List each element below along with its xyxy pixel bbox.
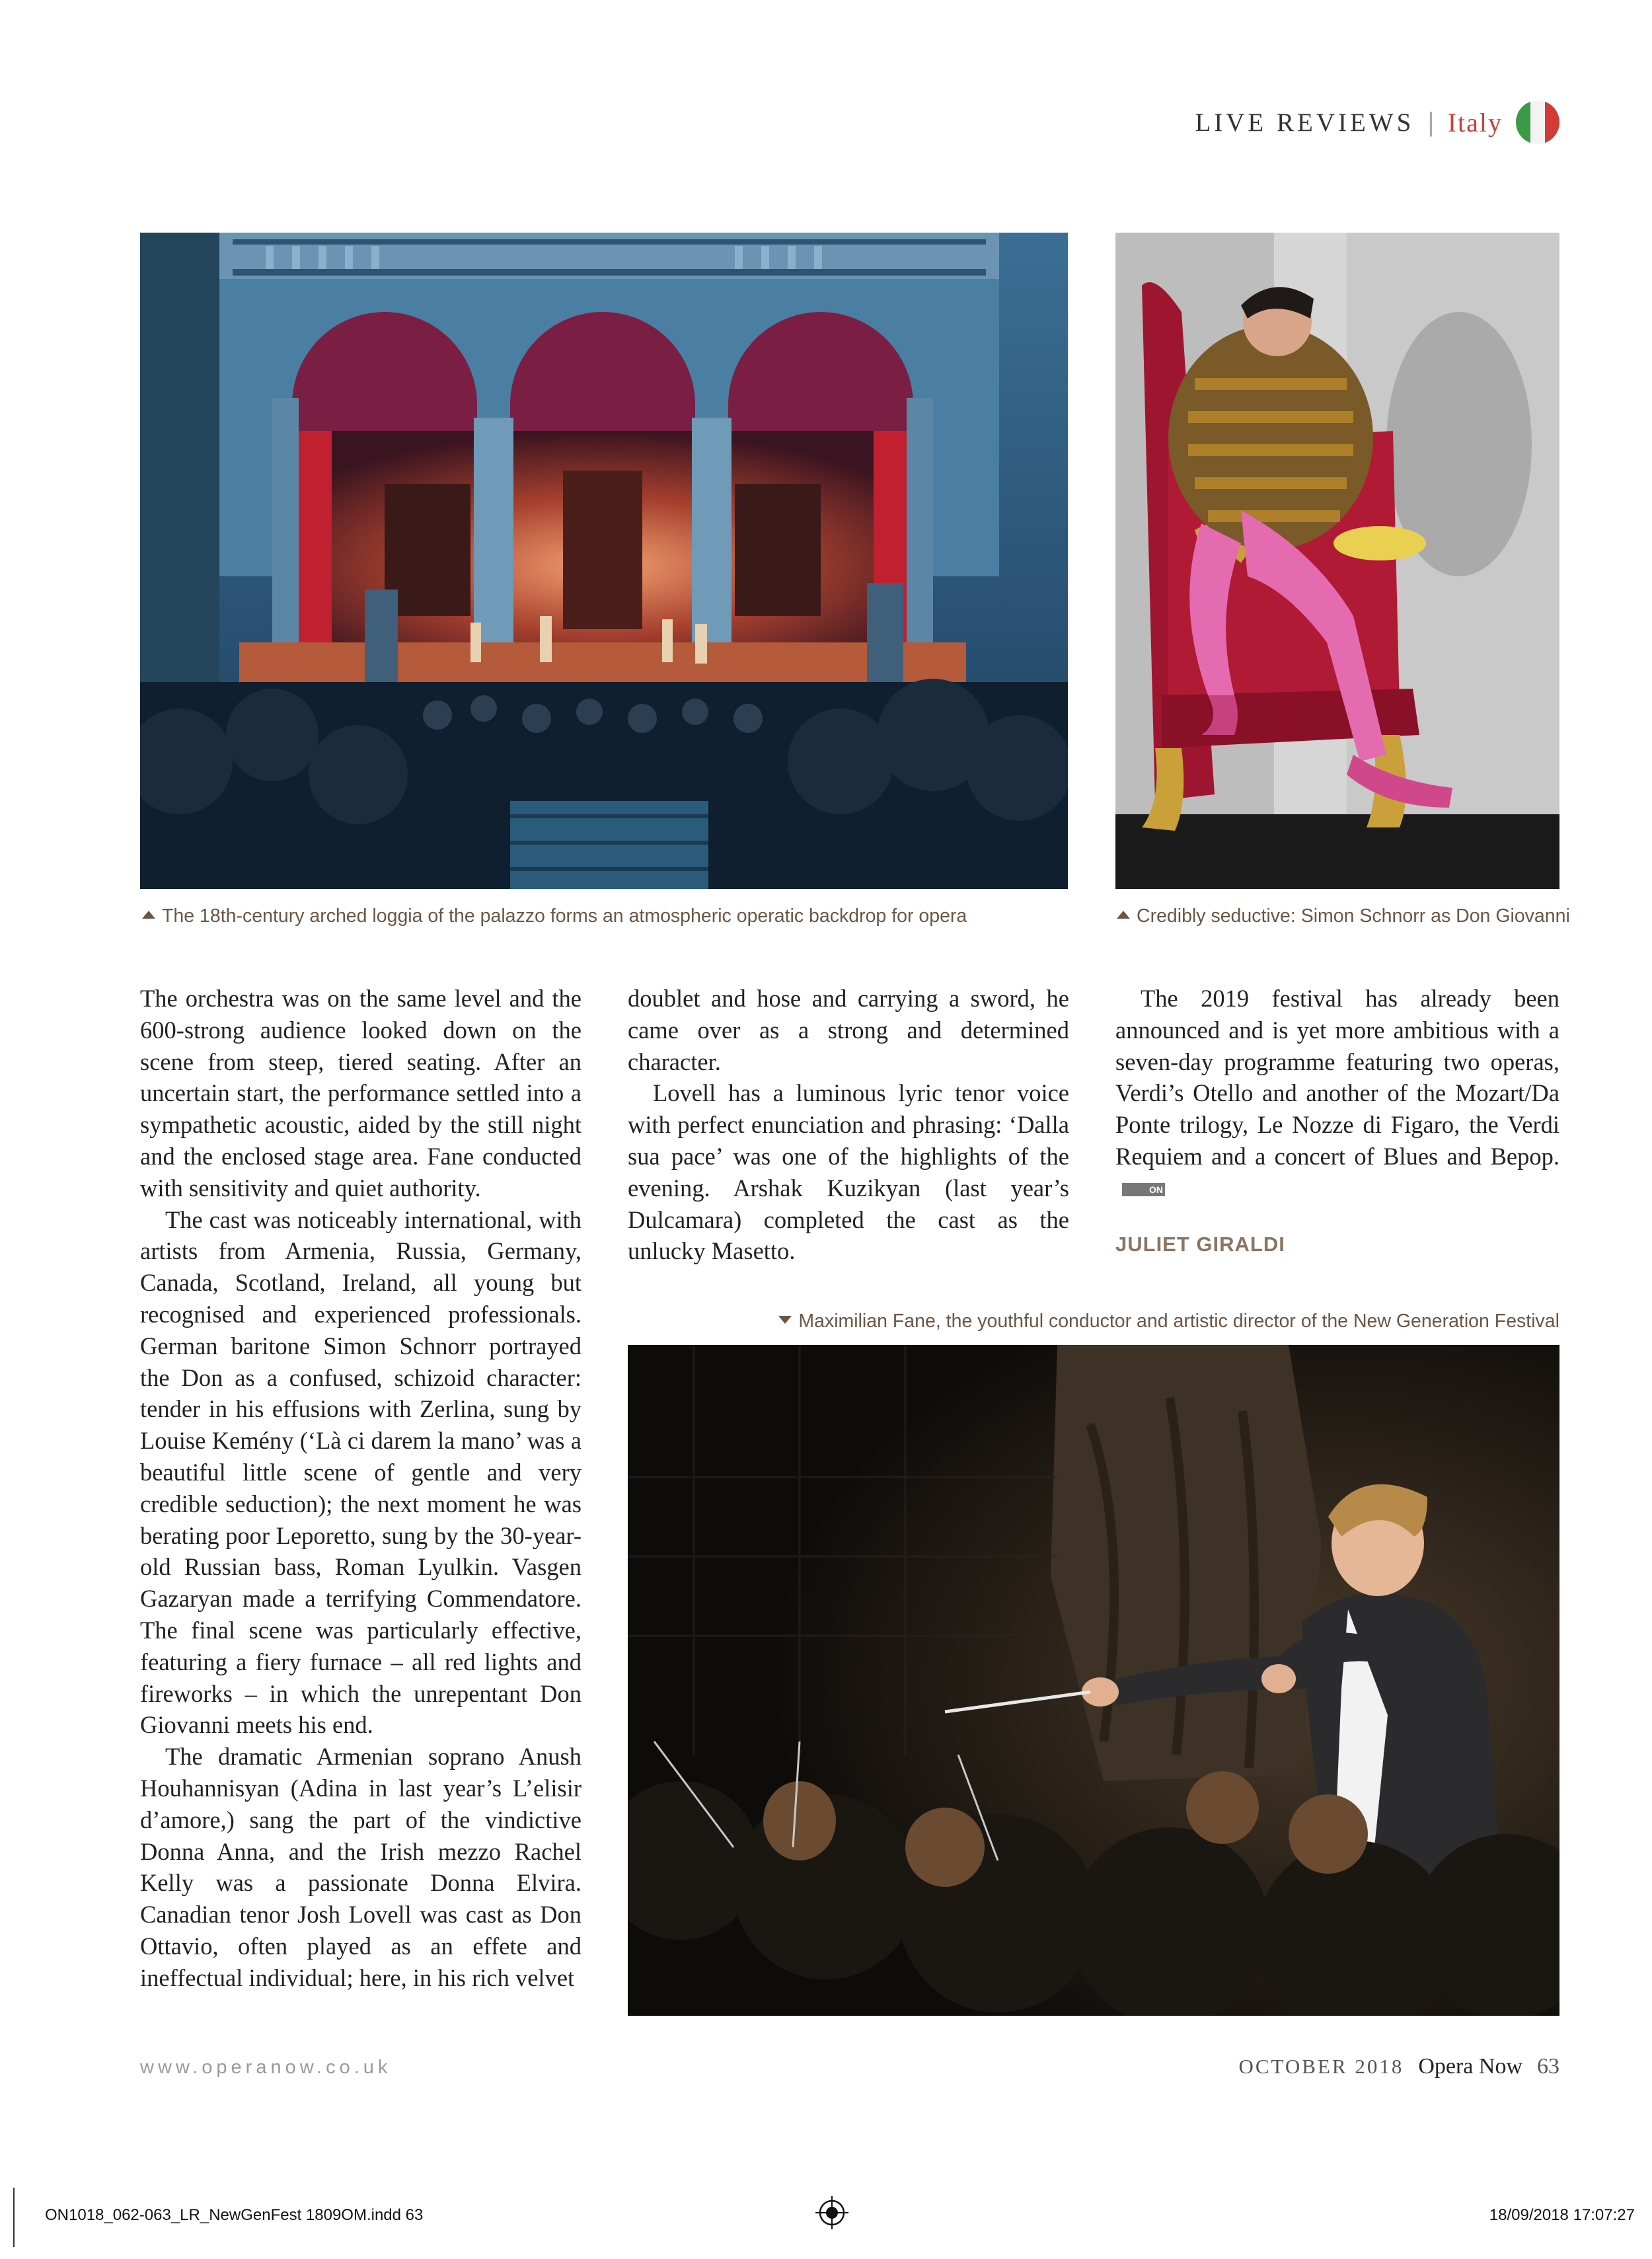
paragraph: The dramatic Armenian soprano Anush Houhannisyan (Adina in last year’s L’elisir d’amore,) sang the part of the vindictive Donna Anna, and the Irish mezzo Rachel Kelly was a passionate Donna Elvira. Canadian tenor Josh Lovell was cast as Don Ottavio, often played as an effete and ineffectual individual; here, in his rich velvet <box>140 1743 582 1991</box>
magazine-name: Opera Now <box>1418 2054 1522 2079</box>
paragraph: The orchestra was on the same level and the 600-strong audience looked down on the scene from steep, tiered seating. After an uncertain start, the performance settled into a sympathetic acoustic, aided by the still night and the enclosed stage area. Fane conducted with sensitivity and quiet authority. <box>140 985 582 1202</box>
page-number: 63 <box>1537 2054 1559 2079</box>
folio <box>1238 2054 1559 2079</box>
caption-up-arrow-icon <box>1117 911 1130 919</box>
giovanni-photo-caption <box>1117 905 1570 927</box>
conductor-photo-caption <box>778 1311 1559 1332</box>
country-label: Italy <box>1447 107 1503 137</box>
header-separator: | <box>1427 107 1435 137</box>
don-giovanni-photo <box>1115 233 1559 889</box>
paragraph <box>1115 983 1559 1204</box>
caption-down-arrow-icon <box>778 1316 792 1324</box>
registration-mark-icon <box>815 2196 848 2229</box>
issue-date: OCTOBER 2018 <box>1238 2055 1404 2078</box>
paragraph: The cast was noticeably international, with artists from Armenia, Russia, Germany, Canada, Scotland, Ireland, all young but recognised and experienced professionals. German baritone Simon Schnorr portrayed the Don as a confused, schizoid character: tender in his effusions with Zerlina, sung by Louise Kemény (‘Là ci darem la mano’ was a beautiful little scene of gentle and very credible seduction); the next moment he was berating poor Leporetto, sung by the 30-year-old Russian bass, Roman Lyulkin. Vasgen Gazaryan made a terrifying Commendatore. The final scene was particularly effective, featuring a fiery furnace – all red lights and fireworks – in which the unrepentant Don Giovanni meets his end. <box>140 1206 582 1739</box>
running-header <box>1195 99 1559 145</box>
paragraph-text: The 2019 festival has already been announced and is yet more ambitious with a seven-day programme featuring two operas, Verdi’s Otello and another of the Mozart/Da Ponte trilogy, Le Nozze di Figaro, the Verdi Requiem and a concert of Blues and Bepop. <box>1115 985 1559 1170</box>
slug-timestamp: 18/09/2018 17:07:27 <box>1489 2206 1635 2224</box>
flag-stripe-green <box>1516 100 1530 144</box>
paragraph: doublet and hose and carrying a sword, he came over as a strong and determined character. <box>628 985 1069 1075</box>
conductor-photo <box>628 1345 1559 2016</box>
caption-up-arrow-icon <box>142 911 155 919</box>
article-column-3 <box>1115 983 1559 1204</box>
loggia-photo-caption <box>142 905 967 927</box>
slug-filename: ON1018_062-063_LR_NewGenFest 1809OM.indd 63 <box>45 2206 424 2224</box>
caption-text: Credibly seductive: Simon Schnorr as Don Giovanni <box>1137 905 1570 927</box>
caption-text: Maximilian Fane, the youthful conductor and artistic director of the New Generation Festival <box>798 1311 1559 1332</box>
crop-mark <box>13 2188 15 2247</box>
flag-stripe-white <box>1530 100 1545 144</box>
article-column-1 <box>140 983 582 1994</box>
article-column-2 <box>628 983 1069 1267</box>
loggia-stage-photo <box>140 233 1068 889</box>
paragraph: Lovell has a luminous lyric tenor voice with perfect enunciation and phrasing: ‘Dalla sua pace’ was one of the highlights of the evening. Arshak Kuzikyan (last year’s Dulcamara) completed the cast as the unlucky Masetto. <box>628 1079 1069 1265</box>
author-byline: JULIET GIRALDI <box>1115 1233 1285 1256</box>
flag-stripe-red <box>1545 100 1559 144</box>
italy-flag-icon <box>1516 100 1559 144</box>
caption-text: The 18th-century arched loggia of the palazzo forms an atmospheric operatic backdrop for opera <box>162 905 967 927</box>
end-of-article-mark: ON <box>1122 1183 1165 1196</box>
section-label: LIVE REVIEWS <box>1195 108 1415 137</box>
website-url: www.operanow.co.uk <box>140 2057 392 2078</box>
